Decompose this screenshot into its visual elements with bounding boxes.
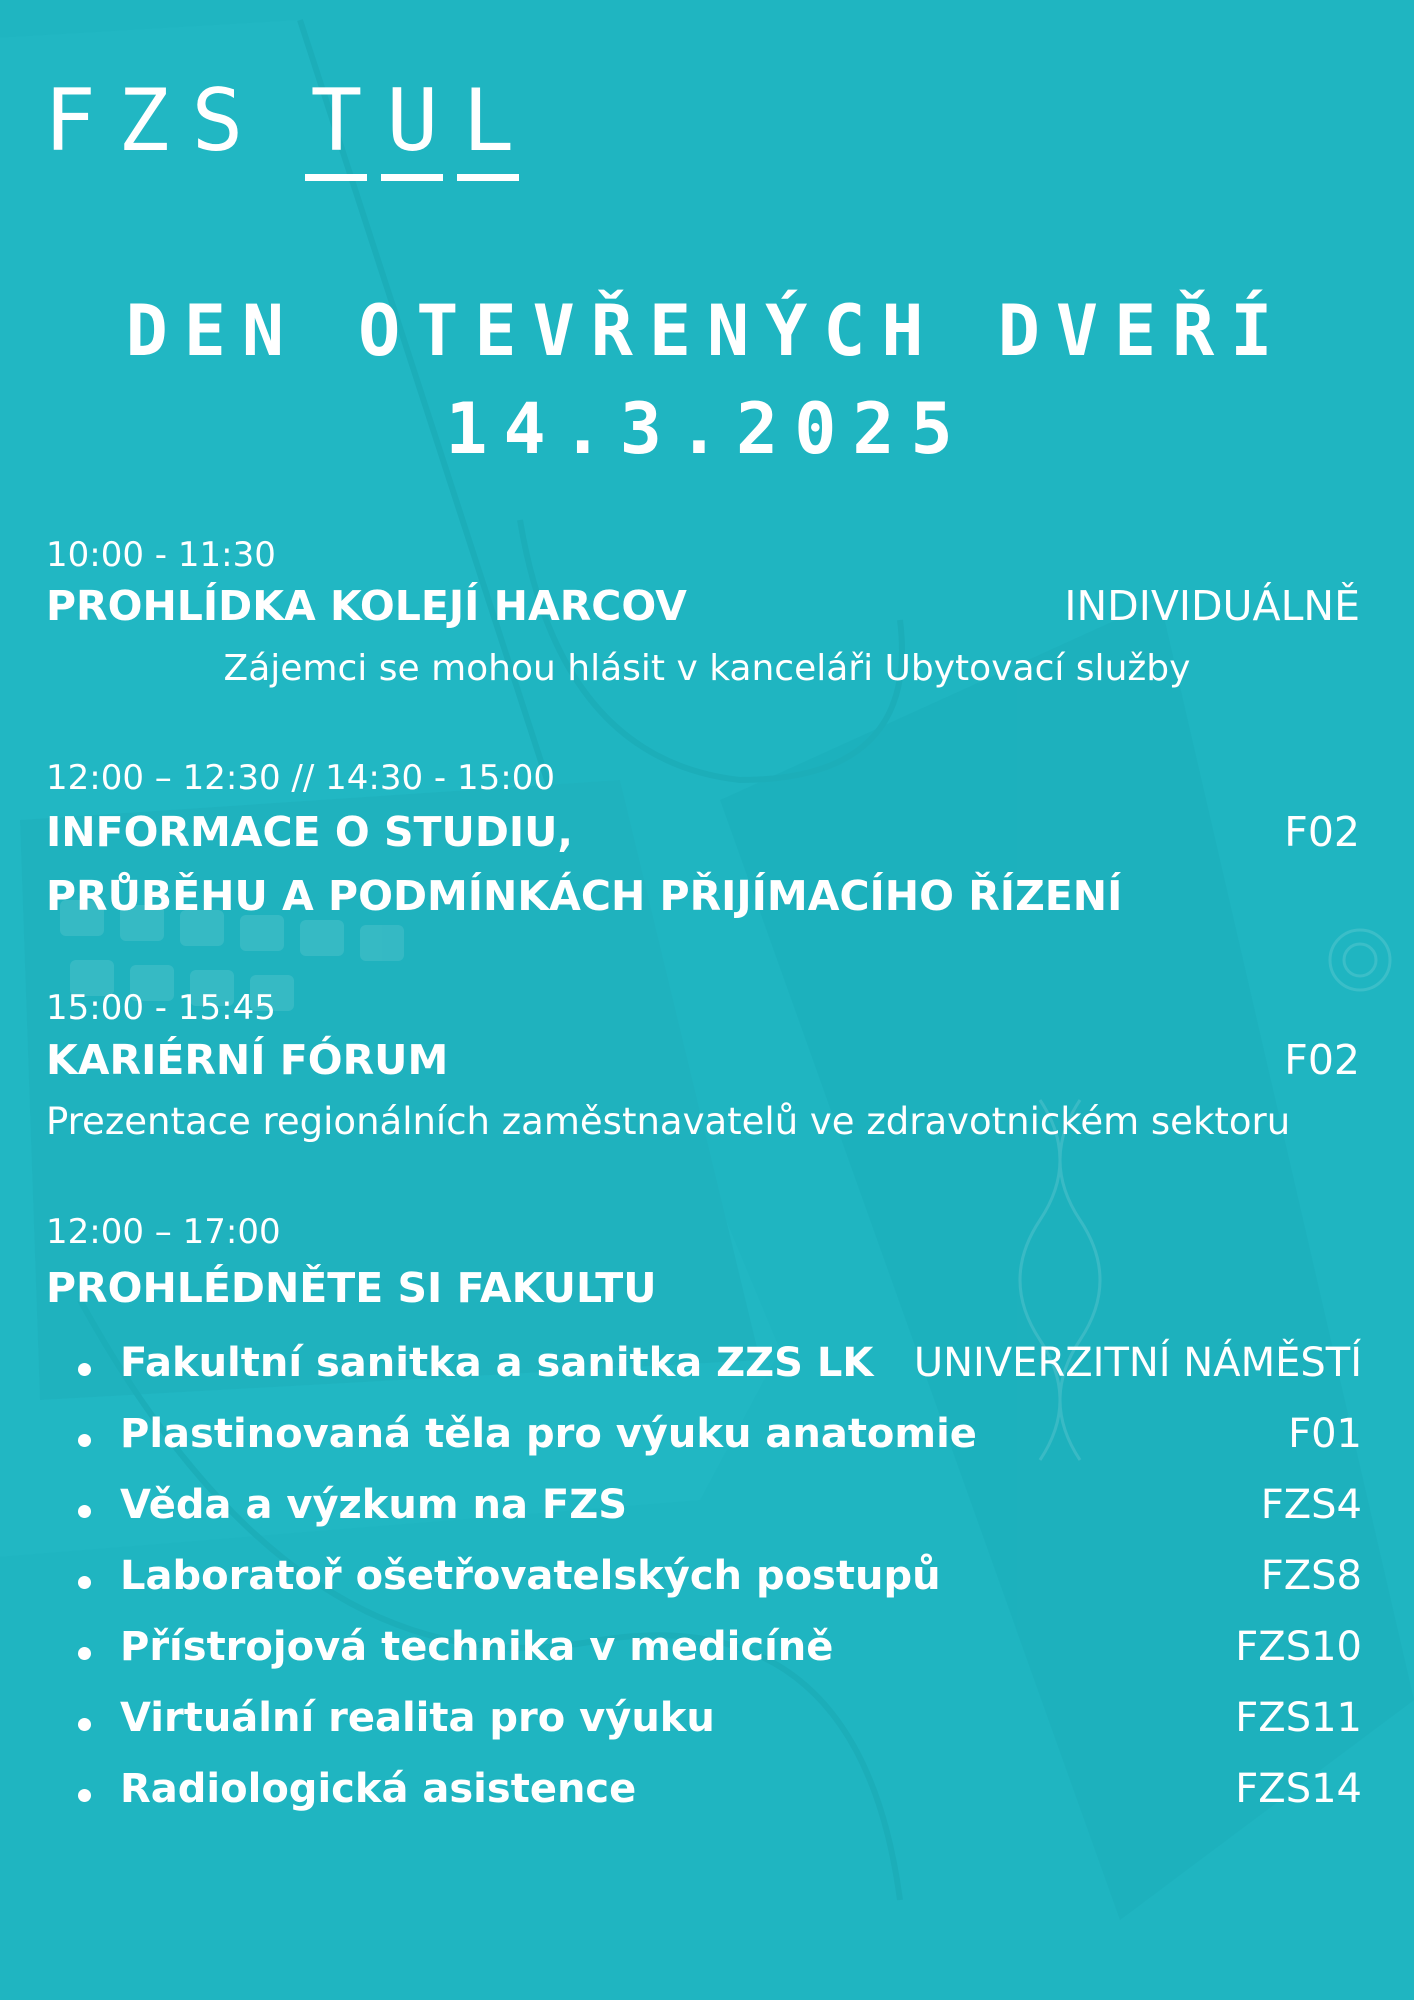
list-item-label: Laboratoř ošetřovatelských postupů — [120, 1553, 941, 1599]
event-title: PROHLÉDNĚTE SI FAKULTU — [46, 1264, 657, 1312]
list-item-label: Virtuální realita pro výuku — [120, 1695, 715, 1741]
event-time: 10:00 - 11:30 — [46, 535, 276, 575]
fzs-tul-logo — [44, 71, 533, 181]
list-item-location: F01 — [1288, 1411, 1362, 1457]
list-item-label: Fakultní sanitka a sanitka ZZS LK — [120, 1340, 874, 1386]
logo-letter: T — [305, 78, 367, 181]
bullet-icon — [78, 1789, 91, 1802]
list-item — [72, 1340, 1362, 1411]
event-title: INFORMACE O STUDIU, — [46, 808, 573, 856]
list-item-location: FZS4 — [1260, 1482, 1362, 1528]
list-item — [72, 1482, 1362, 1553]
list-item — [72, 1766, 1362, 1837]
event-time: 15:00 - 15:45 — [46, 988, 276, 1028]
list-item-location: FZS8 — [1260, 1553, 1362, 1599]
logo-faculty-text: FZS — [44, 71, 266, 171]
bullet-icon — [78, 1576, 91, 1589]
event-title-line2: PRŮBĚHU A PODMÍNKÁCH PŘIJÍMACÍHO ŘÍZENÍ — [46, 872, 1123, 920]
event-note: Prezentace regionálních zaměstnavatelů ve zdravotnickém sektoru — [46, 1100, 1291, 1143]
event-location: INDIVIDUÁLNĚ — [1064, 582, 1360, 630]
list-item — [72, 1624, 1362, 1695]
bullet-icon — [78, 1647, 91, 1660]
list-item-label: Věda a výzkum na FZS — [120, 1482, 628, 1528]
list-item — [72, 1553, 1362, 1624]
faculty-tour-list — [72, 1340, 1362, 1837]
event-date: 14.3.2025 — [445, 388, 969, 470]
event-time: 12:00 – 17:00 — [46, 1212, 281, 1252]
list-item-location: FZS11 — [1235, 1695, 1362, 1741]
list-item-label: Radiologická asistence — [120, 1766, 637, 1812]
list-item — [72, 1695, 1362, 1766]
bullet-icon — [78, 1505, 91, 1518]
bullet-icon — [78, 1363, 91, 1376]
list-item-label: Plastinovaná těla pro výuku anatomie — [120, 1411, 977, 1457]
event-note: Zájemci se mohou hlásit v kanceláři Ubytovací služby — [223, 648, 1191, 689]
bullet-icon — [78, 1718, 91, 1731]
event-location: F02 — [1284, 808, 1360, 856]
list-item-location: UNIVERZITNÍ NÁMĚSTÍ — [913, 1340, 1362, 1386]
bullet-icon — [78, 1434, 91, 1447]
logo-letter: L — [457, 78, 519, 181]
logo-letter: U — [381, 78, 443, 181]
event-title: KARIÉRNÍ FÓRUM — [46, 1036, 449, 1084]
list-item-location: FZS10 — [1235, 1624, 1362, 1670]
event-title: PROHLÍDKA KOLEJÍ HARCOV — [46, 582, 687, 630]
event-location: F02 — [1284, 1036, 1360, 1084]
list-item-label: Přístrojová technika v medicíně — [120, 1624, 834, 1670]
event-time: 12:00 – 12:30 // 14:30 - 15:00 — [46, 758, 555, 798]
list-item — [72, 1411, 1362, 1482]
page-title: DEN OTEVŘENÝCH DVEŘÍ — [125, 290, 1289, 372]
list-item-location: FZS14 — [1235, 1766, 1362, 1812]
logo-university — [305, 71, 533, 181]
